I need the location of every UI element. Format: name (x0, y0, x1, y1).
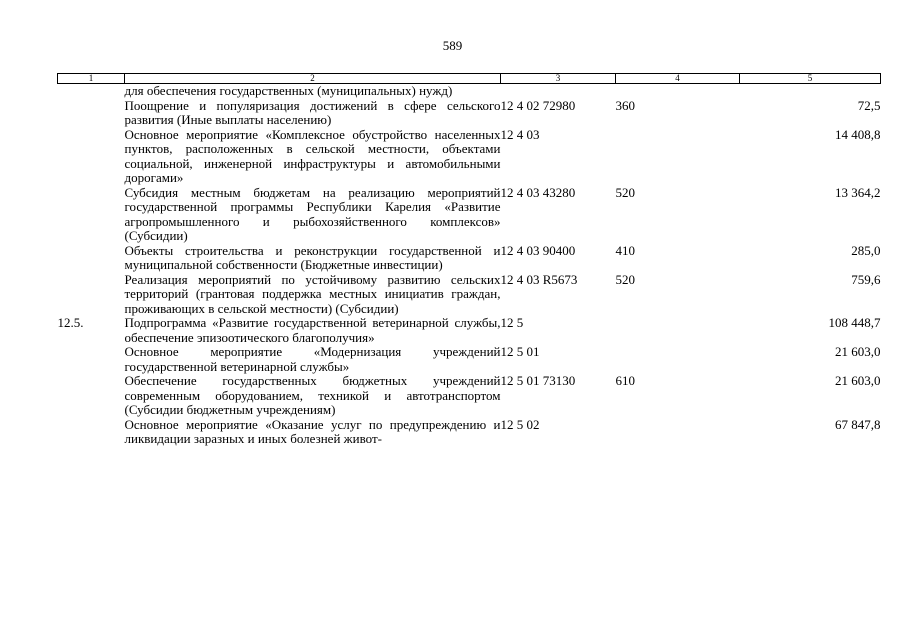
row-number (58, 186, 125, 244)
row-expense-type: 610 (615, 373, 635, 388)
column-number-row (58, 74, 881, 84)
row-number (58, 273, 125, 317)
table-row (58, 345, 881, 374)
row-expense-type: 520 (615, 271, 635, 287)
table-row (58, 128, 881, 186)
row-description: Подпрограмма «Развитие государственной ветеринарной службы, обеспечение эпизоотического благополучия» (124, 315, 501, 345)
row-number (58, 374, 125, 418)
row-expense-type: 410 (615, 242, 635, 258)
row-amount: 67 847,8 (835, 416, 881, 432)
row-number (58, 84, 125, 99)
budget-table (57, 73, 881, 447)
column-header-1: 1 (58, 74, 125, 84)
row-number (58, 128, 125, 186)
row-code: 12 5 01 73130 (500, 373, 576, 388)
row-description: Реализация мероприятий по устойчивому развитию сельских территорий (грантовая поддержка местных инициатив граждан, проживающих в сельской местности) (Субсидии) (124, 271, 501, 316)
row-code: 12 4 03 90400 (500, 242, 576, 258)
row-amount: 759,6 (851, 271, 881, 287)
row-amount: 21 603,0 (835, 344, 881, 359)
table-row (58, 418, 881, 447)
row-number (58, 345, 125, 374)
row-description: Субсидия местным бюджетам на реализацию мероприятий государственной программы Республики Карелия «Развитие агропромышленного и рыбохозяйственного комплексов» (Субсидии) (124, 184, 501, 243)
row-code: 12 4 03 43280 (500, 184, 576, 200)
table-row (58, 273, 881, 317)
row-expense-type (616, 418, 740, 447)
column-header-5: 5 (740, 74, 881, 84)
row-expense-type (616, 84, 740, 99)
table-row (58, 374, 881, 418)
row-amount: 13 364,2 (835, 184, 881, 200)
row-amount (740, 84, 881, 99)
table-row (58, 99, 881, 128)
row-description: Основное мероприятие «Оказание услуг по предупреждению и ликвидации заразных и иных болезней живот- (124, 416, 501, 446)
row-code: 12 4 03 (500, 126, 540, 142)
table-row (58, 186, 881, 244)
row-code (501, 84, 616, 99)
table-row (58, 316, 881, 345)
row-description: для обеспечения государственных (муниципальных) нужд) (124, 83, 453, 98)
row-amount: 72,5 (857, 97, 881, 113)
row-code: 12 4 03 R5673 (500, 271, 578, 287)
row-expense-type: 520 (615, 184, 635, 200)
row-expense-type (616, 128, 740, 186)
row-code: 12 5 (500, 315, 524, 330)
row-description: Объекты строительства и реконструкции государственной и муниципальной собственности (Бюджетные инвестиции) (124, 242, 501, 272)
row-number (58, 418, 125, 447)
row-code: 12 5 02 (500, 416, 540, 432)
row-number (58, 99, 125, 128)
row-amount: 14 408,8 (835, 126, 881, 142)
row-number (58, 244, 125, 273)
table-row (58, 244, 881, 273)
column-header-2: 2 (125, 74, 501, 84)
row-expense-type: 360 (615, 97, 635, 113)
row-amount: 108 448,7 (828, 315, 881, 330)
row-description: Основное мероприятие «Модернизация учреждений государственной ветеринарной службы» (124, 344, 501, 374)
row-amount: 21 603,0 (835, 373, 881, 388)
row-description: Основное мероприятие «Комплексное обустройство населенных пунктов, расположенных в сельской местности, объектами социальной, инженерной инфраструктуры и автомобильными дорогами» (124, 126, 501, 185)
row-code: 12 4 02 72980 (500, 97, 576, 113)
row-description: Обеспечение государственных бюджетных учреждений современным оборудованием, техникой и автотранспортом (Субсидии бюджетным учреждениям) (124, 373, 501, 417)
row-amount: 285,0 (851, 242, 881, 258)
row-expense-type (616, 345, 740, 374)
row-description: Поощрение и популяризация достижений в сфере сельского развития (Иные выплаты населению) (124, 97, 501, 127)
page-number: 589 (442, 38, 463, 53)
table-row (58, 84, 881, 99)
column-header-4: 4 (616, 74, 740, 84)
row-code: 12 5 01 (500, 344, 540, 359)
column-header-3: 3 (501, 74, 616, 84)
row-expense-type (616, 316, 740, 345)
row-number: 12.5. (57, 315, 84, 330)
